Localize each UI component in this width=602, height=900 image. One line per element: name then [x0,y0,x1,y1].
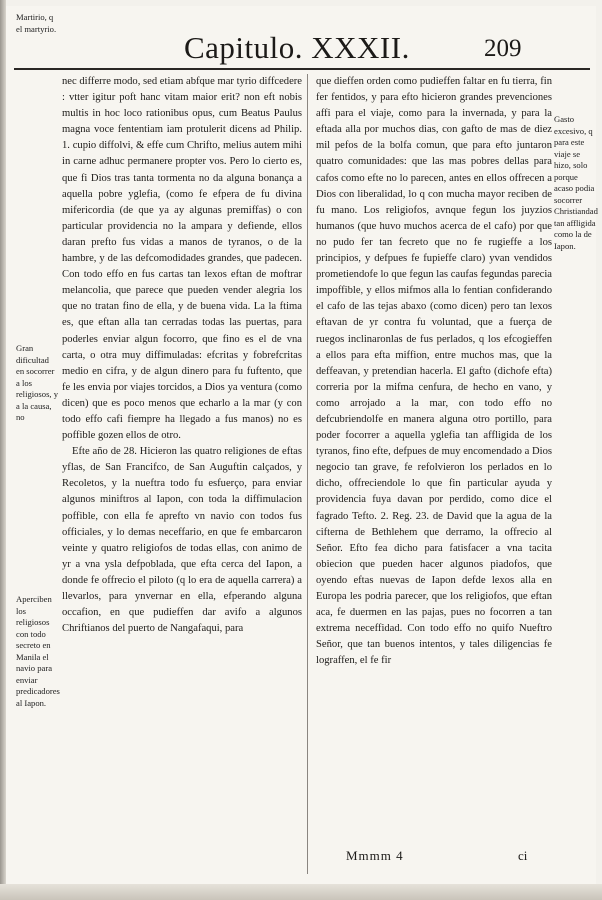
header-rule [14,68,590,70]
left-paragraph-2: Efte año de 28. Hicieron las quatro religiones de eftas yflas, de San Francifco, de San Auguftin calçados, y Recoletos, y la nueftra todo fu esfuerço, para enviar algunos miniftros al Iapon, con toda la diffimulacion poffible, con ella fe aprefto vn navio con todos fus officiales, y lo demas neceffario, en que fe embarcaron veinte y quatro religiofos de todas ellas, con animo de yr a vna ysla defpoblada, que efta cerca del Iapon, a donde fe offrecio el piloto (q lo era de aquella carrera) a llevarlos, para ynvernar en ella, efperando alguna occafion, en que pudieffen dar avifo a algunos Chriftianos del puerto de Nangafaqui, para [62,446,302,635]
margin-note-ship: Aperciben los religiosos con todo secreto en Manila el navio para enviar predicadores al Iapon. [16,594,60,708]
page-number: 209 [484,35,522,62]
signature-mark: Mmmm 4 [346,848,404,863]
margin-note-expense: Gasto excesivo, q para este viaje se hizo, solo porque acaso podia socorrer Christiandad tan affligida como la de Iapon. [554,114,598,251]
right-text-column [316,74,552,872]
margin-note-martyrdom: Martirio, q el martyrio. [16,12,57,34]
running-header [6,28,596,68]
right-paragraph-1: que dieffen orden como pudieffen faltar en fu tierra, fin fer fentidos, y para efto hicieron grandes prevenciones affi para el viaje, como para la invernada, y para la eftada alla por muchos dias, con gafto de mas de diez mil pefos de la bolfa comun, que para efto juntaron quatro comunidades: que las mas pobres dellas para cafos como efte no lo parecen, antes en ellos offrecen a Dios con liberalidad, lo q con mucha mayor reciben de fu mano. Los religiofos, avnque fegun los juyzios humanos (que huvo muchos acerca de el cafo) por que no pudo fer tan fecreto que no fe rugieffe a los principios, y defpues fe fupieffe claro) yvan vendidos prometiendofe lo que fegun las caufas fegundas parecia impoffible, y ellos mifmos alla lo fentian confiderando el cafo de las tejas abaxo (como dicen) pero tan lexos eftavan de yr contra fu voluntad, que a fuerça de ruegos inclinaronlas de fus perlados, q los efcogieffen a ellos para efta miffion, entre muchos mas, que la deffeavan, y pretendian hacerla. El gafto (dichofe efta) correria por la mifma cenfura, de hecho en vano, y como arrojado a la mar, con todo effo no defcubriendolfe en manera alguna otro portillo, para poder focorrer a aquella yglefia tan affligida de los tyranos, fino efte, defpues de muy encomendado a Dios negocio tan grave, fe refolvieron los perlados en lo dicho, offreciendole lo que fin particular ayuda y providencia fuya davan por perdido, como dice el fagrado Tefto. 2. Reg. 23. de David que la agua de la cifterna de Bethlehem que derramo, la offrecio al Señor. Efto fea dicho para fatisfacer a vna tacita obiecion que pueden hacer algunos piadofos, que oyendo eftas nuevas de Iapon defde lexos alla en Europa les podria parecer, que los religiofos, que eftan aca, fe duermen en las pajas, pues no focorren a tan extrema neceffidad. Con todo effo no quifo Nueftro Señor, que tan buenos intentos, y tales diligencias fe lograffen, el fe fir [316,76,552,667]
margin-note-difficulty: Gran dificultad en socorrer a los religiosos, y a la causa, no [16,343,59,422]
chapter-title: Capitulo. XXXII. [184,30,410,65]
book-page [6,6,596,892]
column-divider [307,74,308,874]
left-paragraph-1: nec differre modo, sed etiam abfque mar tyrio diffcedere : vtter igitur poft hanc vitam maior erit? non eft nobis multis in hoc loco rationibus opus, cum Beatus Paulus magna voce fententiam iam protulerit dicens ad Philip. 1. cupio diffolvi, & effe cum Chrifto, melius autem mihi in carne adhuc permanere propter vos. Pero lo cierto es, que fi Dios tras tanta tormenta no da alguna bonança a aquella pobre yglefia, (como fe efpera de fu divina mifericordia (de que ya ay algunas premiffas) o con particular providencia no la ampara y defiende, ellos daran prefto fus vidas a manos de tyranos, o de la hambre, y de las defcomodidades grandes, que padecen. Con todo effo en fus cartas tan lexos eftan de moftrar melancolia, que parece que pueden vender alegria los que no tratan fino de ella, y de buena vida. La la ftima es, que eftan alla tan cerradas todas las puertas, para poderles enviar algun focorro, que fino es el de vna carta, o otra muy diffimuladas: efcritas y fobrefcritas medio en cifra, y de algun dinero para fu fuftento, que fe les envia por viajes torcidos, a Dios ya ventura (como dicen) que es poco menos que echarlo a la mar (y con todo effo cafi fiempre ha llegado a fus manos) no es poffible gozen ellos de otro. [62,76,302,442]
page-bottom-edge [0,884,602,900]
left-text-column [62,74,302,872]
catchword: ci [518,848,528,863]
